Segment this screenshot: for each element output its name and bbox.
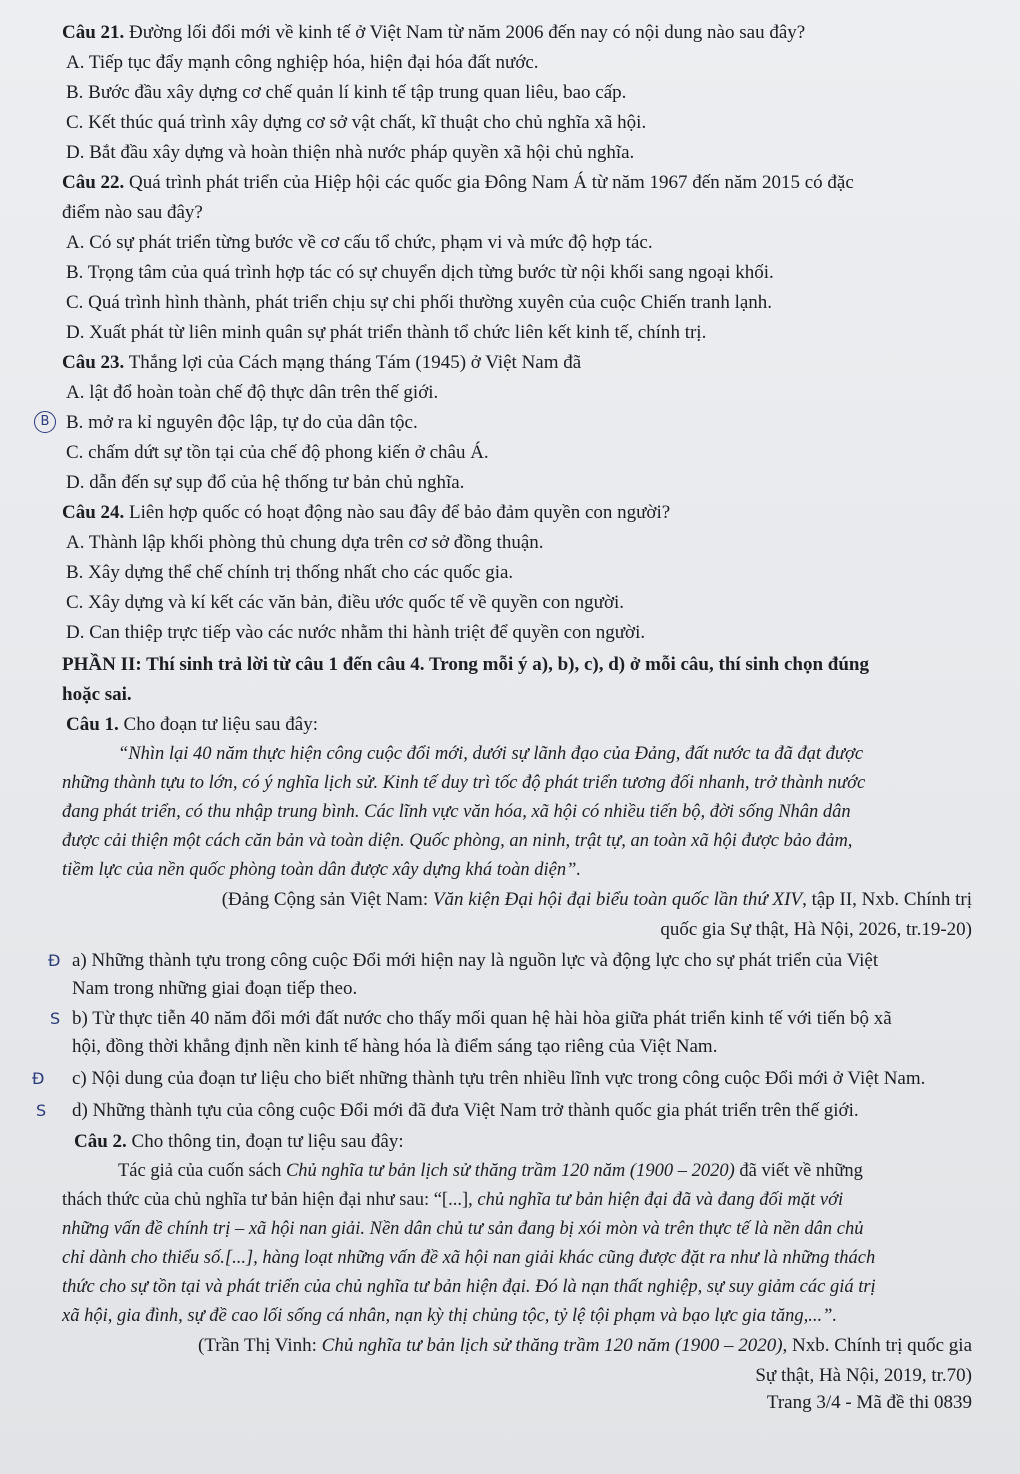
- statement-text: d) Những thành tựu của công cuộc Đổi mới đã đưa Việt Nam trở thành quốc gia phát triển trên thế giới.: [72, 1100, 859, 1121]
- passage-line: những vấn đề chính trị – xã hội nan giải. Nền dân chủ tư sản đang bị xói mòn và trên thực tế là nền dân chủ: [62, 1219, 864, 1239]
- option-text: C. Kết thúc quá trình xây dựng cơ sở vật chất, kĩ thuật cho chủ nghĩa xã hội.: [66, 112, 647, 133]
- passage-quote: chủ nghĩa tư bản hiện đại đã và đang đối mặt với: [477, 1190, 844, 1210]
- option-text: B. Xây dựng thể chế chính trị thống nhất cho các quốc gia.: [66, 562, 514, 583]
- q21-option-c: [62, 108, 972, 138]
- passage-text: đã viết về những: [734, 1161, 863, 1181]
- handwritten-mark: Đ: [32, 1069, 45, 1088]
- question-23: [62, 348, 972, 378]
- q23-option-b: [40, 408, 972, 438]
- option-text: B. mở ra kỉ nguyên độc lập, tự do của dân tộc.: [66, 412, 418, 433]
- q21-option-b: [62, 78, 972, 108]
- c1-statement-a-cont: Nam trong những giai đoạn tiếp theo.: [72, 978, 358, 999]
- option-text: A. Có sự phát triển từng bước về cơ cấu tổ chức, phạm vi và mức độ hợp tác.: [66, 232, 653, 253]
- c1-statement-c: [32, 1065, 972, 1093]
- q21-option-d: [62, 138, 972, 168]
- book-title: Chủ nghĩa tư bản lịch sử thăng trầm 120 năm (1900 – 2020): [285, 1161, 735, 1181]
- question-label: Câu 1.: [66, 714, 119, 735]
- c1-quote: [62, 740, 972, 885]
- option-text: D. Bắt đầu xây dựng và hoàn thiện nhà nước pháp quyền xã hội chủ nghĩa.: [66, 142, 635, 163]
- part-2-heading-cont: hoặc sai.: [62, 684, 132, 705]
- q24-option-c: [62, 588, 972, 618]
- question-label: Câu 2.: [74, 1131, 127, 1152]
- source-title: Văn kiện Đại hội đại biểu toàn quốc lần thứ XIV: [432, 889, 803, 910]
- q24-option-a: [62, 528, 972, 558]
- handwritten-mark: S: [36, 1101, 47, 1120]
- handwritten-mark: S: [50, 1009, 61, 1028]
- option-text: B. Trọng tâm của quá trình hợp tác có sự chuyển dịch từng bước từ nội khối sang ngoại khối.: [66, 262, 774, 283]
- source-text: , tập II, Nxb. Chính trị: [802, 889, 972, 910]
- question-21: [62, 18, 972, 48]
- q22-option-b: [62, 258, 972, 288]
- q22-option-d: [62, 318, 972, 348]
- question-label: Câu 23.: [62, 352, 125, 373]
- passage-text: thách thức của chủ nghĩa tư bản hiện đại như sau: “[...],: [62, 1190, 478, 1210]
- passage-line: chỉ dành cho thiểu số.[...], hàng loạt những vấn đề xã hội nan giải khác cũng được đặt ra như là những thách: [62, 1248, 876, 1268]
- passage-line: xã hội, gia đình, sự đề cao lối sống cá nhân, nạn kỳ thị chủng tộc, tỷ lệ tội phạm và bạo lực gia tăng,...”.: [62, 1306, 837, 1326]
- option-text: A. Thành lập khối phòng thủ chung dựa trên cơ sở đồng thuận.: [66, 532, 544, 553]
- statement-text: a) Những thành tựu trong công cuộc Đổi mới hiện nay là nguồn lực và động lực cho sự phát triển của Việt: [72, 950, 879, 971]
- part2-question-2: [62, 1127, 972, 1157]
- option-text: C. chấm dứt sự tồn tại của chế độ phong kiến ở châu Á.: [66, 442, 489, 463]
- question-22-cont: điểm nào sau đây?: [62, 202, 203, 223]
- quote-line: đang phát triển, có thu nhập trung bình. Các lĩnh vực văn hóa, xã hội có nhiều tiến bộ, đời sống Nhân dân: [62, 802, 851, 822]
- source-text: (Đảng Cộng sản Việt Nam:: [221, 889, 433, 910]
- option-text: C. Xây dựng và kí kết các văn bản, điều ước quốc tế về quyền con người.: [66, 592, 625, 613]
- option-text: A. Tiếp tục đẩy mạnh công nghiệp hóa, hiện đại hóa đất nước.: [66, 52, 539, 73]
- quote-line: những thành tựu to lớn, có ý nghĩa lịch sử. Kinh tế duy trì tốc độ phát triển tương đối nhanh, trở thành nước: [62, 773, 866, 793]
- option-text: D. Xuất phát từ liên minh quân sự phát triển thành tổ chức liên kết kinh tế, chính trị.: [66, 322, 707, 343]
- question-label: Câu 22.: [62, 172, 125, 193]
- passage-line: [62, 1157, 972, 1186]
- quote-line: được cải thiện một cách căn bản và toàn diện. Quốc phòng, an ninh, trật tự, an toàn xã hội được bảo đảm,: [62, 831, 853, 851]
- question-stem: Quá trình phát triển của Hiệp hội các quốc gia Đông Nam Á từ năm 1967 đến năm 2015 có đặc: [124, 172, 854, 193]
- q23-option-d: [62, 468, 972, 498]
- q22-option-a: [62, 228, 972, 258]
- question-22: [62, 168, 972, 198]
- passage-line: [62, 1186, 972, 1215]
- q21-option-a: [62, 48, 972, 78]
- source-text: , Nxb. Chính trị quốc gia: [782, 1335, 972, 1356]
- statement-text: b) Từ thực tiễn 40 năm đổi mới đất nước cho thấy mối quan hệ hài hòa giữa phát triển kinh tế với tiến bộ xã: [72, 1008, 892, 1029]
- question-stem: Cho đoạn tư liệu sau đây:: [118, 714, 319, 735]
- option-text: D. dẫn đến sự sụp đổ của hệ thống tư bản chủ nghĩa.: [66, 472, 465, 493]
- c1-source: [62, 885, 972, 915]
- option-text: A. lật đổ hoàn toàn chế độ thực dân trên thế giới.: [66, 382, 439, 403]
- question-24: [62, 498, 972, 528]
- statement-text: c) Nội dung của đoạn tư liệu cho biết những thành tựu trên nhiều lĩnh vực trong công cuộc Đổi mới ở Việt Nam.: [72, 1068, 926, 1089]
- quote-line: tiềm lực của nền quốc phòng toàn dân được xây dựng khá toàn diện”.: [62, 860, 581, 880]
- c1-source-cont: quốc gia Sự thật, Hà Nội, 2026, tr.19-20): [660, 919, 972, 940]
- c1-statement-b: [50, 1005, 972, 1033]
- question-label: Câu 24.: [62, 502, 125, 523]
- c2-source: [62, 1331, 972, 1361]
- question-stem: Cho thông tin, đoạn tư liệu sau đây:: [126, 1131, 404, 1152]
- question-label: Câu 21.: [62, 22, 125, 43]
- passage-line: thức cho sự tồn tại và phát triển của chủ nghĩa tư bản hiện đại. Đó là nạn thất nghiệp, sự suy giảm các giá trị: [62, 1277, 876, 1297]
- option-text: B. Bước đầu xây dựng cơ chế quản lí kinh tế tập trung quan liêu, bao cấp.: [66, 82, 627, 103]
- part2-question-1: [62, 710, 972, 740]
- handwritten-mark: Đ: [48, 951, 61, 970]
- c1-statement-d: [36, 1097, 972, 1125]
- source-text: (Trần Thị Vinh:: [198, 1335, 322, 1356]
- question-stem: Thắng lợi của Cách mạng tháng Tám (1945) ở Việt Nam đã: [124, 352, 582, 373]
- part-2-heading: PHẦN II: Thí sinh trả lời từ câu 1 đến câu 4. Trong mỗi ý a), b), c), d) ở mỗi câu, thí sinh chọn đúng: [62, 654, 869, 675]
- handwritten-answer-mark: B: [34, 411, 56, 433]
- passage-text: Tác giả của cuốn sách: [118, 1161, 286, 1181]
- q23-option-c: [62, 438, 972, 468]
- question-stem: Liên hợp quốc có hoạt động nào sau đây để bảo đảm quyền con người?: [124, 502, 671, 523]
- source-title: Chủ nghĩa tư bản lịch sử thăng trầm 120 năm (1900 – 2020): [321, 1335, 783, 1356]
- q24-option-d: [62, 618, 972, 648]
- option-text: D. Can thiệp trực tiếp vào các nước nhằm thi hành triệt để quyền con người.: [66, 622, 646, 643]
- q22-option-c: [62, 288, 972, 318]
- c1-statement-a: [48, 947, 972, 975]
- q24-option-b: [62, 558, 972, 588]
- c1-statement-b-cont: hội, đồng thời khẳng định nền kinh tế hàng hóa là điểm sáng tạo riêng của Việt Nam.: [72, 1036, 718, 1057]
- page-footer: Trang 3/4 - Mã đề thi 0839: [766, 1392, 972, 1413]
- question-stem: Đường lối đổi mới về kinh tế ở Việt Nam từ năm 2006 đến nay có nội dung nào sau đây?: [124, 22, 806, 43]
- c2-source-cont: Sự thật, Hà Nội, 2019, tr.70): [755, 1365, 972, 1386]
- option-text: C. Quá trình hình thành, phát triển chịu sự chi phối thường xuyên của cuộc Chiến tranh lạnh.: [66, 292, 773, 313]
- c2-passage: [62, 1157, 972, 1331]
- q23-option-a: [62, 378, 972, 408]
- quote-line: “Nhìn lại 40 năm thực hiện công cuộc đổi mới, dưới sự lãnh đạo của Đảng, đất nước ta đã đạt được: [118, 744, 864, 764]
